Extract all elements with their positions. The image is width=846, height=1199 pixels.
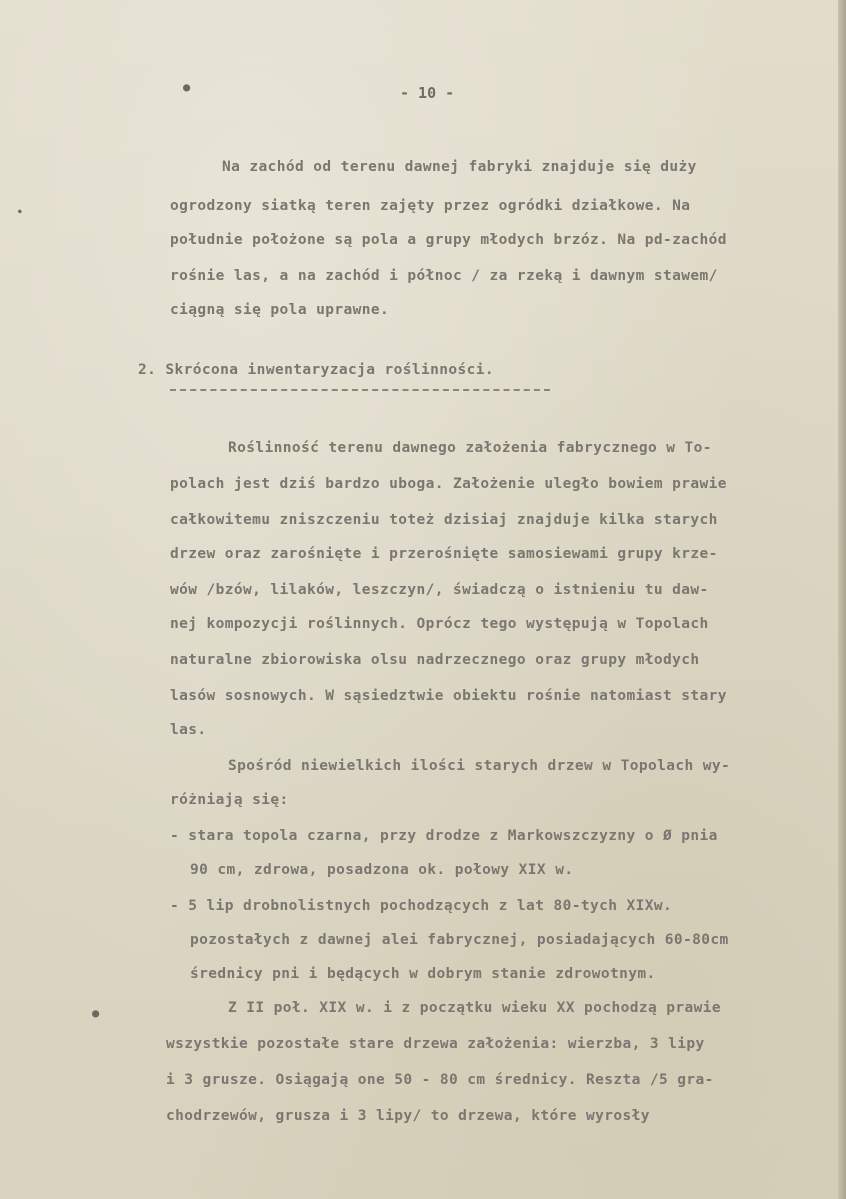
paragraph1-line-2: ogrodzony siatką teren zajęty przez ogródki działkowe. Na bbox=[170, 198, 691, 214]
punch-mark-top: ● bbox=[183, 80, 191, 94]
paragraph3-line-1: Spośród niewielkich ilości starych drzew w Topolach wy- bbox=[228, 758, 731, 774]
paragraph4-line-3: i 3 grusze. Osiągają one 50 - 80 cm średnicy. Reszta /5 gra- bbox=[166, 1072, 714, 1088]
page-edge-shadow bbox=[838, 0, 846, 1199]
paragraph2-line-1: Roślinność terenu dawnego założenia fabrycznego w To- bbox=[228, 440, 712, 456]
paragraph2-line-8: lasów sosnowych. W sąsiedztwie obiektu rośnie natomiast stary bbox=[170, 688, 727, 704]
list-item-2-line-2: pozostałych z dawnej alei fabrycznej, posiadających 60-80cm bbox=[190, 932, 729, 948]
punch-mark-bottom: ● bbox=[92, 1006, 100, 1020]
paragraph2-line-9: las. bbox=[170, 722, 207, 738]
paragraph1-line-3: południe położone są pola a grupy młodych brzóz. Na pd-zachód bbox=[170, 232, 727, 248]
paragraph2-line-3: całkowitemu zniszczeniu toteż dzisiaj znajduje kilka starych bbox=[170, 512, 718, 528]
paragraph2-line-6: nej kompozycji roślinnych. Oprócz tego występują w Topolach bbox=[170, 616, 709, 632]
speck-mark: ● bbox=[18, 208, 22, 215]
list-item-2-line-1: - 5 lip drobnolistnych pochodzących z lat 80-tych XIXw. bbox=[170, 898, 673, 914]
paragraph3-line-2: różniają się: bbox=[170, 792, 289, 808]
page-number: - 10 - bbox=[400, 84, 455, 102]
paragraph1-line-5: ciągną się pola uprawne. bbox=[170, 302, 390, 318]
paragraph2-line-4: drzew oraz zarośnięte i przerośnięte samosiewami grupy krze- bbox=[170, 546, 718, 562]
paragraph4-line-4: chodrzewów, grusza i 3 lipy/ to drzewa, które wyrosły bbox=[166, 1108, 650, 1124]
list-item-2-line-3: średnicy pni i będących w dobrym stanie zdrowotnym. bbox=[190, 966, 656, 982]
paragraph4-line-2: wszystkie pozostałe stare drzewa założenia: wierzba, 3 lipy bbox=[166, 1036, 705, 1052]
paragraph1-line-4: rośnie las, a na zachód i północ / za rzeką i dawnym stawem/ bbox=[170, 268, 718, 284]
list-item-1-line-1: - stara topola czarna, przy drodze z Markowszczyzny o Ø pnia bbox=[170, 828, 718, 844]
paragraph1-line-1: Na zachód od terenu dawnej fabryki znajduje się duży bbox=[222, 159, 697, 175]
paragraph2-line-5: wów /bzów, lilaków, leszczyn/, świadczą o istnieniu tu daw- bbox=[170, 582, 709, 598]
list-item-1-line-2: 90 cm, zdrowa, posadzona ok. połowy XIX w. bbox=[190, 862, 574, 878]
paragraph4-line-1: Z II poł. XIX w. i z początku wieku XX pochodzą prawie bbox=[228, 1000, 722, 1016]
paragraph2-line-7: naturalne zbiorowiska olsu nadrzecznego oraz grupy młodych bbox=[170, 652, 700, 668]
paragraph2-line-2: polach jest dziś bardzo uboga. Założenie uległo bowiem prawie bbox=[170, 476, 727, 492]
heading-underline bbox=[170, 389, 550, 391]
section-heading: 2. Skrócona inwentaryzacja roślinności. bbox=[138, 362, 495, 378]
